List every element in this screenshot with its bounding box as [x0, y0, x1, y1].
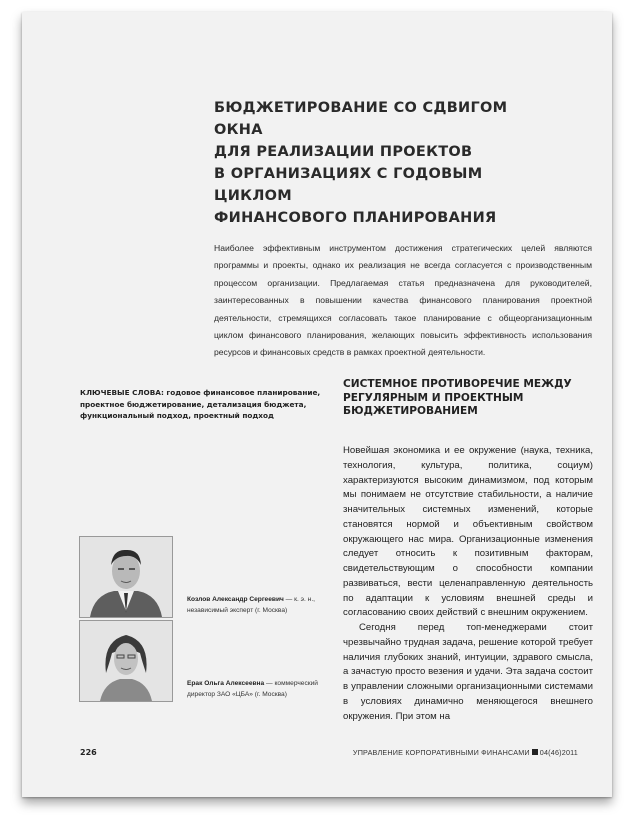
square-bullet-icon: [532, 749, 538, 755]
journal-name: УПРАВЛЕНИЕ КОРПОРАТИВНЫМИ ФИНАНСАМИ: [352, 748, 530, 757]
author-name: Козлов Александр Сергеевич: [187, 596, 284, 603]
keywords: КЛЮЧЕВЫЕ СЛОВА: годовое финансовое планирование, проектное бюджетирование, детализация бюджета, функциональный подход, проектный подход: [80, 388, 321, 420]
man-portrait-icon: [80, 537, 172, 617]
author-description: — к. э. н., независимый эксперт (г. Москва): [187, 596, 315, 614]
author-block: [79, 536, 339, 616]
section-body: [343, 444, 593, 724]
author-description: — коммерческий директор ЗАО «ЦБА» (г. Москва): [187, 680, 318, 698]
article-title: БЮДЖЕТИРОВАНИЕ СО СДВИГОМ ОКНА ДЛЯ РЕАЛИЗАЦИИ ПРОЕКТОВ В ОРГАНИЗАЦИЯХ С ГОДОВЫМ ЦИКЛОМ ФИНАНСОВОГО ПЛАНИРОВАНИЯ: [214, 100, 508, 226]
author-caption: [187, 594, 347, 616]
section-heading: СИСТЕМНОЕ ПРОТИВОРЕЧИЕ МЕЖДУ РЕГУЛЯРНЫМ И ПРОЕКТНЫМ БЮДЖЕТИРОВАНИЕМ: [343, 378, 572, 417]
issue-number: 04(46)2011: [539, 748, 578, 757]
article-abstract: Наиболее эффективным инструментом достижения стратегических целей являются программы и проекты, однако их реализация не всегда согласуется с производственным процессом организации. Предлагаемая статья предназначена для руководителей, заинтересованных в повышении качества финансового планирования проектной деятельности, стремящихся согласовать такое планирование с общеорганизационным циклом финансового планирования, желающих повысить эффективность использования ресурсов и финансовых средств в рамках проектной деятельности.: [214, 243, 592, 358]
author-name: Ерак Ольга Алексеевна: [187, 680, 265, 687]
author-photo: [79, 620, 173, 702]
running-footer: [353, 748, 578, 757]
woman-portrait-icon: [80, 621, 172, 701]
author-caption: [187, 678, 347, 700]
body-paragraph: Сегодня перед топ-менеджерами стоит чрезвычайно трудная задача, решение которой требует наличия глубоких знаний, интуиции, здравого смысла, а зачастую просто везения и удачи. Эта задача состоит в управлении сложными организационными системами в условиях динамично меняющегося внешнего окружения. При этом на: [343, 622, 593, 722]
author-photo: [79, 536, 173, 618]
author-block: [79, 620, 339, 700]
journal-page: [22, 12, 612, 797]
page-number: 226: [80, 748, 97, 757]
body-paragraph: Новейшая экономика и ее окружение (наука, техника, технология, культура, политика, социум) характеризуются высоким динамизмом, под которым мы понимаем не отсутствие стабильности, а наличие значительных системных изменений, которые становятся нормой и объективным свойством окружающего нас мира. Организационные изменения следует относить к позитивным факторам, свидетельствующим о способности компании развиваться, вести целенаправленную деятельность по адаптации к условиям внешней среды и согласованию своих действий с внешним окружением.: [343, 445, 593, 619]
